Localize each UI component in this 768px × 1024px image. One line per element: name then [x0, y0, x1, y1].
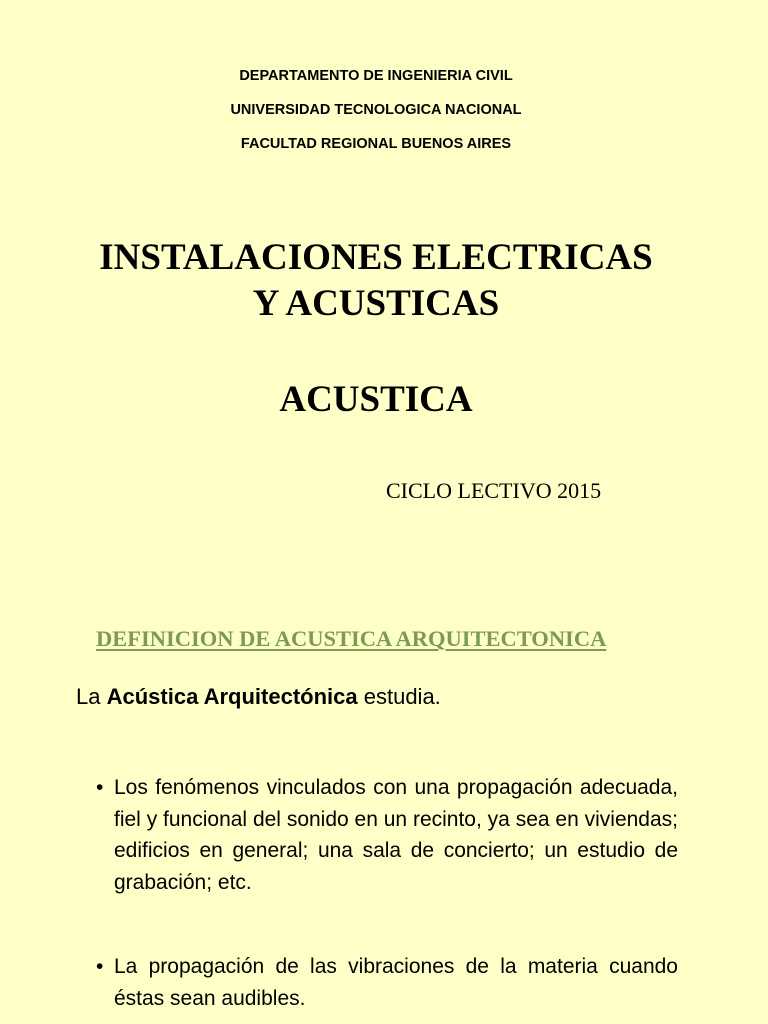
- university-name: UNIVERSIDAD TECNOLOGICA NACIONAL: [230, 102, 522, 118]
- academic-cycle: CICLO LECTIVO 2015: [386, 478, 602, 503]
- bullet-item: [96, 951, 678, 1014]
- bullet-text: La propagación de las vibraciones de la materia cuando éstas sean audibles.: [114, 955, 678, 1010]
- course-title-line2: Y ACUSTICAS: [252, 283, 500, 324]
- bullet-list-2: [96, 951, 678, 1014]
- intro-suffix: estudia.: [357, 684, 441, 709]
- intro-bold-term: Acústica Arquitectónica: [106, 684, 358, 709]
- section-heading: DEFINICION DE ACUSTICA ARQUITECTONICA: [96, 626, 607, 651]
- subject-title: ACUSTICA: [279, 379, 473, 420]
- bullet-dot-icon: •: [96, 955, 104, 978]
- bullet-list-1: [96, 772, 678, 898]
- department-name: DEPARTAMENTO DE INGENIERIA CIVIL: [239, 68, 513, 84]
- bullet-item: [96, 772, 678, 898]
- bullet-dot-icon: •: [96, 776, 104, 799]
- faculty-name: FACULTAD REGIONAL BUENOS AIRES: [240, 136, 512, 152]
- intro-prefix: La: [76, 684, 107, 709]
- intro-paragraph: [76, 684, 441, 710]
- bullet-text: Los fenómenos vinculados con una propagación adecuada, fiel y funcional del sonido en un recinto, ya sea en viviendas; edificios en general; una sala de concierto; un estudio de grabación; etc.: [114, 776, 678, 894]
- course-title-line1: INSTALACIONES ELECTRICAS: [99, 237, 653, 278]
